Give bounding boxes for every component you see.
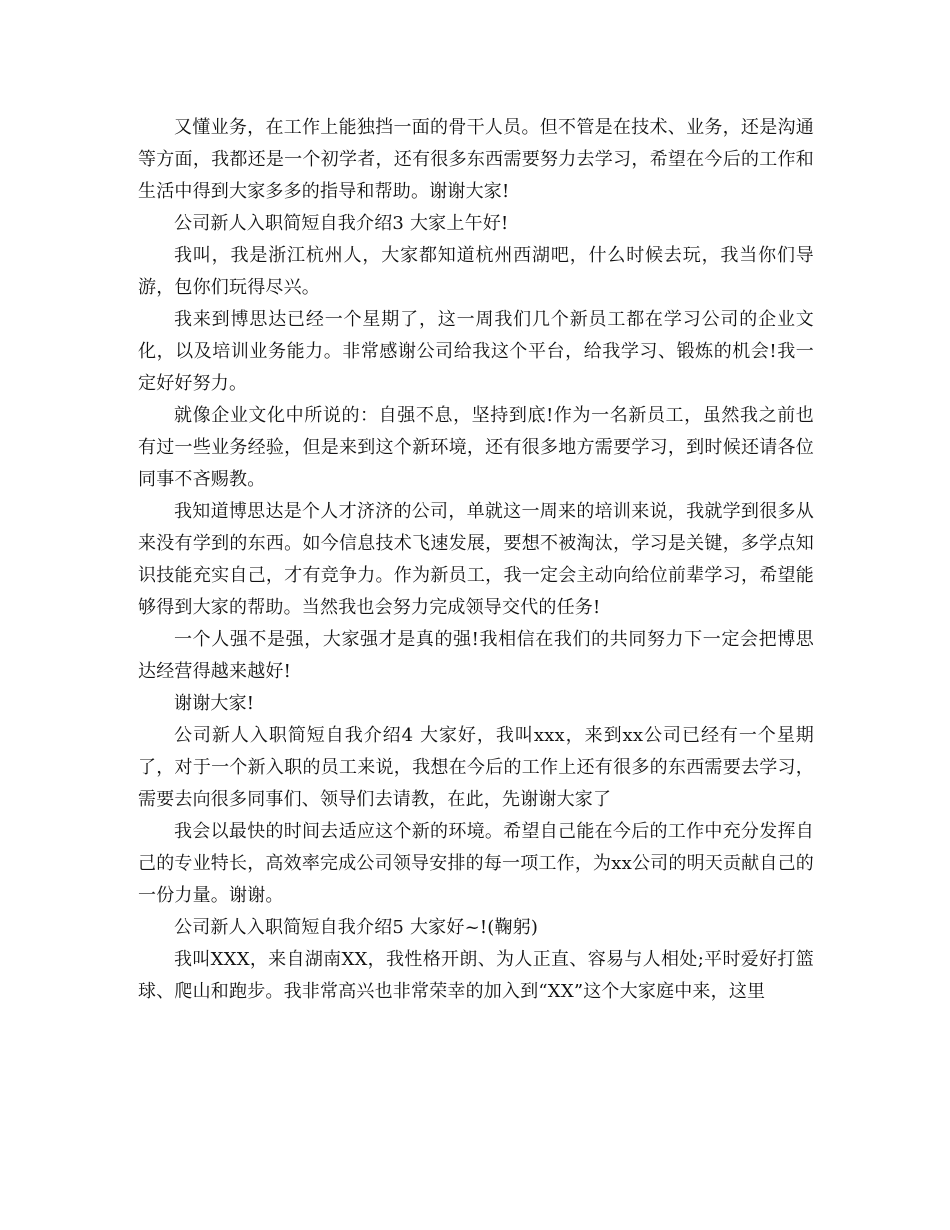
- paragraph-hometown: 我叫，我是浙江杭州人，大家都知道杭州西湖吧，什么时候去玩，我当你们导游，包你们玩得尽兴。: [138, 245, 814, 298]
- paragraph-thanks: 谢谢大家!: [174, 693, 255, 714]
- paragraph-heading-intro-4: 公司新人入职简短自我介绍4 大家好，我叫xxx，来到xx公司已经有一个星期了，对于一个新入职的员工来说，我想在今后的工作上还有很多的东西需要去学习，需要去向很多同事们、领导们去请教，在此，先谢谢大家了: [138, 725, 814, 810]
- paragraph-heading-intro-3: 公司新人入职简短自我介绍3 大家上午好!: [174, 213, 509, 234]
- document-body: [138, 112, 814, 1008]
- paragraph-continuation: 又懂业务，在工作上能独挡一面的骨干人员。但不管是在技术、业务，还是沟通等方面，我都还是一个初学者，还有很多东西需要努力去学习，希望在今后的工作和生活中得到大家多多的指导和帮助。谢谢大家!: [138, 117, 814, 202]
- paragraph-company-culture: 就像企业文化中所说的：自强不息，坚持到底!作为一名新员工，虽然我之前也有过一些业务经验，但是来到这个新环境，还有很多地方需要学习，到时候还请各位同事不吝赐教。: [138, 405, 814, 490]
- paragraph-self-description: 我叫XXX，来自湖南XX，我性格开朗、为人正直、容易与人相处;平时爱好打篮球、爬山和跑步。我非常高兴也非常荣幸的加入到“XX”这个大家庭中来，这里: [138, 949, 814, 1002]
- paragraph-training: 我知道博思达是个人才济济的公司，单就这一周来的培训来说，我就学到很多从来没有学到的东西。如今信息技术飞速发展，要想不被淘汰，学习是关键，多学点知识技能充实自己，才有竞争力。作为新员工，我一定会主动向给位前辈学习，希望能够得到大家的帮助。当然我也会努力完成领导交代的任务!: [138, 501, 814, 618]
- paragraph-teamwork: 一个人强不是强，大家强才是真的强!我相信在我们的共同努力下一定会把博思达经营得越来越好!: [138, 629, 814, 682]
- paragraph-first-week: 我来到博思达已经一个星期了，这一周我们几个新员工都在学习公司的企业文化，以及培训业务能力。非常感谢公司给我这个平台，给我学习、锻炼的机会!我一定好好努力。: [138, 309, 814, 394]
- paragraph-adaptation: 我会以最快的时间去适应这个新的环境。希望自己能在今后的工作中充分发挥自己的专业特长，高效率完成公司领导安排的每一项工作，为xx公司的明天贡献自己的一份力量。谢谢。: [138, 821, 814, 906]
- paragraph-heading-intro-5: 公司新人入职简短自我介绍5 大家好~!(鞠躬): [174, 917, 539, 938]
